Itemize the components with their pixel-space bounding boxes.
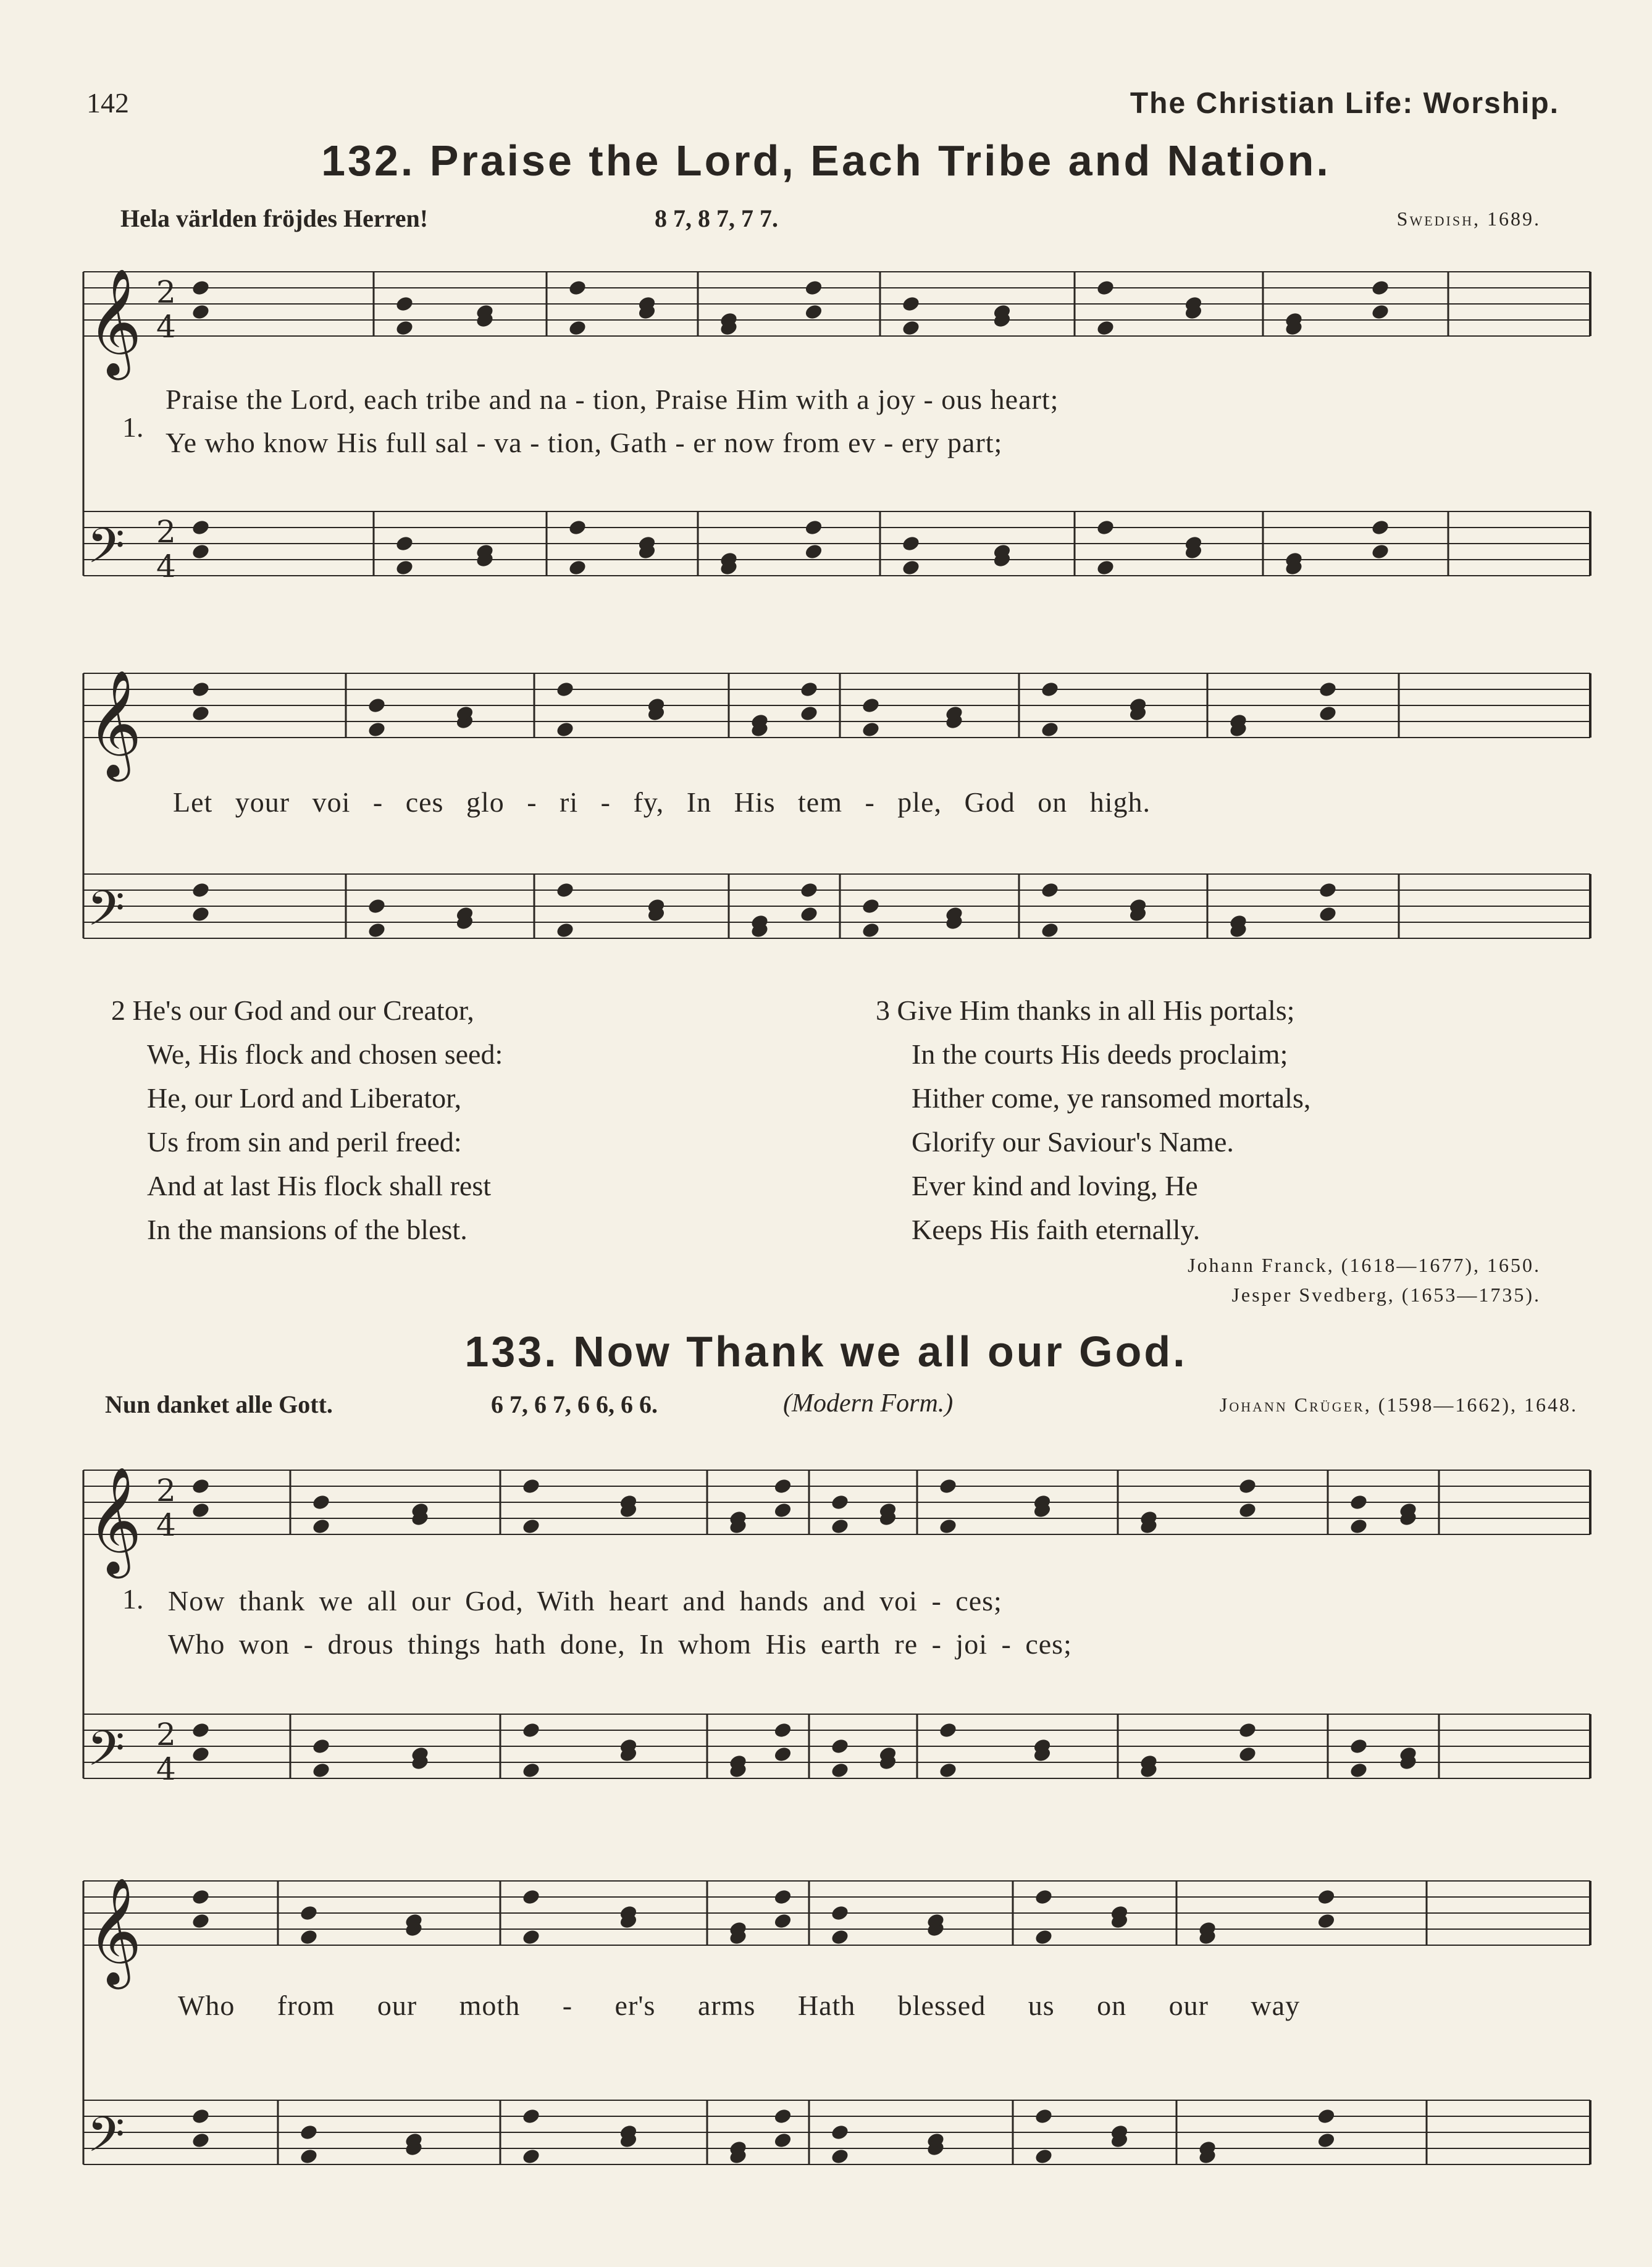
note-head [773, 1501, 792, 1519]
note-head [311, 1493, 331, 1511]
note-head [830, 1904, 850, 1922]
note-head [1370, 279, 1390, 297]
hymn-132-lyric-line-1b: Ye who know His full sal - va - tion, Gath - er now from ev - ery part; [166, 427, 1003, 458]
note-head [191, 279, 211, 297]
stanza-2-line: We, His flock and chosen seed: [147, 1038, 503, 1070]
note-head [311, 1761, 331, 1779]
note-head [299, 2147, 319, 2165]
note-head [555, 680, 575, 698]
hymn-132-original-title: Hela världen fröjdes Herren! [120, 204, 429, 232]
note-head [395, 319, 414, 337]
stanza-2-line: Us from sin and peril freed: [147, 1126, 462, 1158]
note-head [191, 303, 211, 321]
note-head [901, 295, 921, 313]
hymn-132-lyric-line-2: Let your voi - ces glo - ri - fy, In His tem - ple, God on high. [173, 786, 1151, 818]
note-head [901, 534, 921, 552]
note-head [1316, 1888, 1336, 1906]
hymn-133-form: (Modern Form.) [783, 1389, 954, 1418]
note-head [803, 279, 823, 297]
hymn-132-author-1: Johann Franck, (1618—1677), 1650. [1188, 1254, 1541, 1276]
note-head [773, 1477, 792, 1495]
note-head [1034, 2147, 1054, 2165]
time-signature: 4 [156, 549, 176, 584]
note-head [1034, 1928, 1054, 1946]
note-head [311, 1737, 331, 1755]
note-head [568, 279, 587, 297]
note-head [395, 558, 414, 576]
note-head [1318, 905, 1338, 923]
hymn-133-verse-number: 1. [122, 1583, 144, 1615]
running-title: The Christian Life: Worship. [1130, 87, 1559, 120]
note-head [191, 1721, 211, 1739]
note-head [299, 1904, 319, 1922]
note-head [521, 1721, 541, 1739]
note-head [191, 1888, 211, 1906]
note-head [555, 881, 575, 899]
note-head [830, 2147, 850, 2165]
stanza-3-line: Hither come, ye ransomed mortals, [912, 1082, 1311, 1114]
note-head [830, 1493, 850, 1511]
stanza-3-line: In the courts His deeds proclaim; [912, 1038, 1288, 1070]
treble-clef: 𝄞 [87, 1877, 142, 1985]
note-head [367, 720, 387, 738]
note-head [773, 1721, 792, 1739]
note-head [830, 1928, 850, 1946]
stanza-2-line: He, our Lord and Liberator, [147, 1082, 462, 1114]
note-head [1034, 1888, 1054, 1906]
note-head [1034, 2107, 1054, 2125]
note-head [799, 881, 819, 899]
note-head [1096, 319, 1115, 337]
note-head [799, 680, 819, 698]
note-head [773, 2107, 792, 2125]
note-head [1096, 518, 1115, 536]
note-head [191, 542, 211, 560]
note-head [191, 881, 211, 899]
note-head [568, 319, 587, 337]
note-head [191, 1477, 211, 1495]
note-head [901, 319, 921, 337]
note-head [521, 2147, 541, 2165]
hymn-133-lyric-line-1a: Now thank we all our God, With heart and hands and voi - ces; [168, 1585, 1002, 1617]
stanza-2-line: In the mansions of the blest. [147, 1214, 468, 1245]
note-head [191, 680, 211, 698]
note-head [1318, 680, 1338, 698]
time-signature: 4 [156, 1751, 176, 1787]
time-signature: 4 [156, 309, 176, 345]
treble-clef: 𝄞 [87, 1466, 142, 1574]
hymn-132-author-2: Jesper Svedberg, (1653—1735). [1231, 1284, 1541, 1306]
note-head [299, 2123, 319, 2141]
hymn-132-verse-number: 1. [122, 411, 144, 443]
note-head [861, 696, 881, 714]
hymn-132-stanza-2 [111, 988, 503, 1251]
note-head [1318, 704, 1338, 722]
note-head [521, 2107, 541, 2125]
hymn-133-meter: 6 7, 6 7, 6 6, 6 6. [491, 1390, 658, 1418]
treble-clef: 𝄞 [87, 670, 142, 777]
note-head [938, 1517, 958, 1535]
note-head [521, 1517, 541, 1535]
note-head [311, 1517, 331, 1535]
note-head [803, 542, 823, 560]
note-head [773, 1912, 792, 1930]
note-head [1316, 2107, 1336, 2125]
hymn-133-lyric-line-2: Who from our moth - er's arms Hath blessed us on our way [178, 1990, 1301, 2021]
time-signature: 2 [156, 274, 176, 310]
note-head [803, 518, 823, 536]
note-head [191, 1745, 211, 1763]
note-head [901, 558, 921, 576]
hymn-132-stanza-3 [876, 988, 1310, 1251]
time-signature: 2 [156, 514, 176, 550]
note-head [830, 1517, 850, 1535]
note-head [773, 1888, 792, 1906]
stanza-3-line: 3 Give Him thanks in all His portals; [876, 995, 1295, 1026]
note-head [191, 905, 211, 923]
stanza-3-line: Glorify our Saviour's Name. [912, 1126, 1234, 1158]
hymn-133-lyric-line-1b: Who won - drous things hath done, In whom His earth re - joi - ces; [168, 1628, 1072, 1660]
note-head [1349, 1493, 1369, 1511]
note-head [367, 696, 387, 714]
note-head [1238, 1477, 1257, 1495]
note-head [938, 1721, 958, 1739]
note-head [861, 897, 881, 915]
bass-clef: 𝄢 [87, 1721, 125, 1789]
note-head [191, 704, 211, 722]
note-head [521, 1761, 541, 1779]
time-signature: 4 [156, 1507, 176, 1543]
note-head [861, 720, 881, 738]
note-head [799, 905, 819, 923]
hymn-133-title: 133. Now Thank we all our God. [464, 1327, 1188, 1376]
note-head [521, 1928, 541, 1946]
note-head [1349, 1517, 1369, 1535]
note-head [830, 1761, 850, 1779]
note-head [191, 2131, 211, 2149]
note-head [521, 1477, 541, 1495]
stanza-2-line: 2 He's our God and our Creator, [111, 995, 474, 1026]
note-head [191, 2107, 211, 2125]
note-head [555, 720, 575, 738]
note-head [1349, 1737, 1369, 1755]
note-head [1040, 921, 1060, 939]
note-head [191, 1501, 211, 1519]
time-signature: 2 [156, 1717, 176, 1752]
note-head [568, 558, 587, 576]
note-head [861, 921, 881, 939]
bass-clef: 𝄢 [87, 2107, 125, 2175]
note-head [191, 1912, 211, 1930]
hymn-132-title: 132. Praise the Lord, Each Tribe and Nation. [321, 137, 1331, 185]
note-head [367, 897, 387, 915]
note-head [1349, 1761, 1369, 1779]
note-head [830, 1737, 850, 1755]
hymn-132-tune-source: Swedish, 1689. [1396, 208, 1541, 230]
bass-clef: 𝄢 [87, 881, 125, 949]
note-head [1096, 279, 1115, 297]
note-head [395, 295, 414, 313]
note-head [1238, 1745, 1257, 1763]
note-head [1040, 881, 1060, 899]
note-head [1238, 1501, 1257, 1519]
note-head [1316, 1912, 1336, 1930]
time-signature: 2 [156, 1473, 176, 1508]
note-head [773, 1745, 792, 1763]
bass-clef: 𝄢 [87, 518, 125, 586]
note-head [367, 921, 387, 939]
note-head [1238, 1721, 1257, 1739]
note-head [1040, 680, 1060, 698]
note-head [555, 921, 575, 939]
note-head [1370, 518, 1390, 536]
note-head [938, 1477, 958, 1495]
note-head [191, 518, 211, 536]
note-head [830, 2123, 850, 2141]
note-head [1316, 2131, 1336, 2149]
note-head [938, 1761, 958, 1779]
hymn-132-meter: 8 7, 8 7, 7 7. [655, 204, 778, 232]
note-head [1096, 558, 1115, 576]
note-head [395, 534, 414, 552]
stanza-3-line: Ever kind and loving, He [912, 1170, 1198, 1201]
page-number: 142 [86, 87, 129, 119]
note-head [1370, 542, 1390, 560]
note-head [521, 1888, 541, 1906]
treble-clef: 𝄞 [87, 268, 142, 376]
stanza-3-line: Keeps His faith eternally. [912, 1214, 1201, 1245]
note-head [799, 704, 819, 722]
note-head [299, 1928, 319, 1946]
hymn-133-original-title: Nun danket alle Gott. [105, 1390, 333, 1418]
note-head [1318, 881, 1338, 899]
hymn-133-composer: Johann Crüger, (1598—1662), 1648. [1219, 1394, 1578, 1416]
note-head [568, 518, 587, 536]
note-head [803, 303, 823, 321]
note-head [1040, 720, 1060, 738]
note-head [773, 2131, 792, 2149]
note-head [1370, 303, 1390, 321]
hymn-132-lyric-line-1a: Praise the Lord, each tribe and na - tion, Praise Him with a joy - ous heart; [166, 384, 1059, 415]
stanza-2-line: And at last His flock shall rest [147, 1170, 492, 1201]
